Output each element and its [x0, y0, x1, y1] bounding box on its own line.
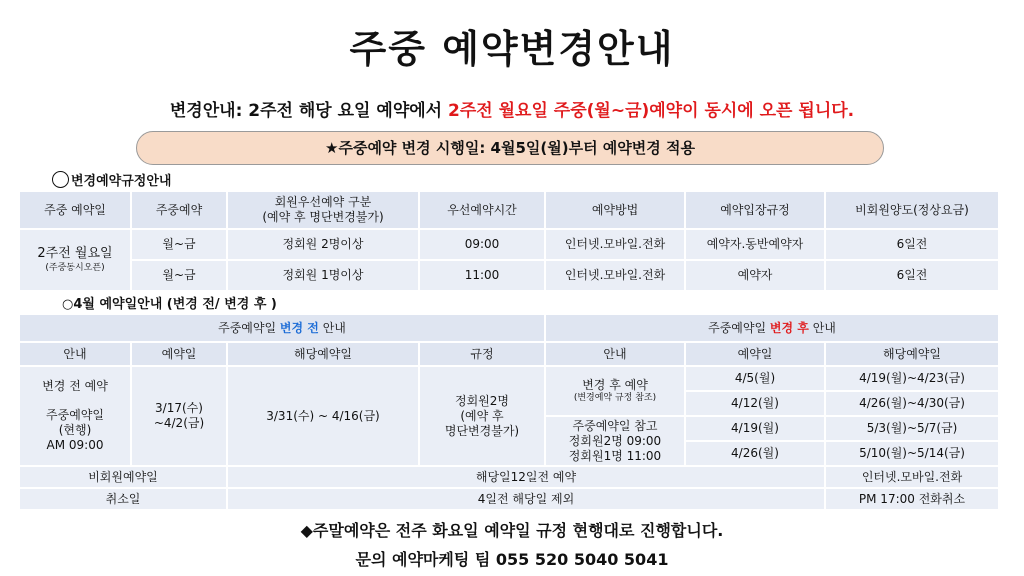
before-guide-line: (현행) — [58, 423, 92, 437]
notice-prefix: 변경안내: 2주전 해당 요일 예약에서 — [169, 101, 449, 121]
header-weekday-date: 주중 예약일 — [19, 191, 131, 229]
april-section-heading: ○4월 예약일안내 (변경 전/ 변경 후 ) — [62, 297, 277, 312]
header-target-date: 해당예약일 — [227, 342, 419, 366]
before-target-cell: 3/31(수) ~ 4/16(금) — [227, 366, 419, 466]
booking-day-cell — [19, 229, 131, 291]
after-title-highlight: 변경 후 — [769, 320, 809, 335]
row-time: 11:00 — [419, 260, 545, 291]
before-date-line: 3/17(수) — [155, 401, 203, 415]
row-transfer: 6일전 — [825, 229, 999, 260]
effective-date-banner: ★주중예약 변경 시행일: 4월5일(월)부터 예약변경 적용 — [136, 131, 884, 165]
after-title-prefix: 주중예약일 — [708, 320, 770, 335]
before-dates-cell — [131, 366, 227, 466]
before-guide-title: 변경 전 예약 — [42, 379, 108, 393]
nonmember-label: 비회원예약일 — [19, 466, 227, 488]
header-member-priority-label: 회원우선예약 구분 — [274, 195, 372, 209]
after-guide-ref-cell — [545, 416, 685, 466]
after-guide-title: 변경 후 예약 — [582, 377, 648, 392]
table-row — [19, 229, 999, 260]
before-change-title — [19, 314, 545, 342]
after-date: 4/12(월) — [685, 391, 825, 416]
after-target: 4/19(월)~4/23(금) — [825, 366, 999, 391]
rules-heading-text: 변경예약규정안내 — [71, 174, 172, 189]
table-row — [19, 366, 999, 391]
header-guide: 안내 — [19, 342, 131, 366]
after-guide-cell — [545, 366, 685, 416]
cancel-label: 취소일 — [19, 488, 227, 510]
after-date: 4/5(월) — [685, 366, 825, 391]
row-member: 정회원 2명이상 — [227, 229, 419, 260]
row-entry: 예약자.동반예약자 — [685, 229, 825, 260]
rule-cell — [419, 366, 545, 466]
header-transfer: 비회원양도(정상요금) — [825, 191, 999, 229]
row-member: 정회원 1명이상 — [227, 260, 419, 291]
header-weekday-booking: 주중예약 — [131, 191, 227, 229]
row-days: 월~금 — [131, 229, 227, 260]
table-row — [19, 488, 999, 510]
before-title-highlight: 변경 전 — [279, 320, 319, 335]
row-days: 월~금 — [131, 260, 227, 291]
header-priority-time: 우선예약시간 — [419, 191, 545, 229]
weekend-notice: ◆주말예약은 전주 화요일 예약일 규정 현행대로 진행합니다. — [300, 521, 724, 540]
row-method: 인터넷.모바일.전화 — [545, 229, 685, 260]
page-title: 주중 예약변경안내 — [349, 27, 675, 71]
before-title-suffix: 안내 — [318, 320, 346, 335]
header-booking-date: 예약일 — [131, 342, 227, 366]
change-notice — [0, 96, 1024, 121]
header-method: 예약방법 — [545, 191, 685, 229]
nonmember-method: 인터넷.모바일.전화 — [825, 466, 999, 488]
rule-line: 정회원2명 — [454, 393, 509, 408]
after-guide-ref-line: 정회원2명 09:00 — [568, 433, 662, 448]
row-method: 인터넷.모바일.전화 — [545, 260, 685, 291]
header-target-date: 해당예약일 — [825, 342, 999, 366]
notice-highlight: 2주전 월요일 주중(월~금)예약이 동시에 오픈 됩니다. — [448, 101, 855, 121]
after-guide-ref-line: 주중예약일 참고 — [572, 418, 658, 433]
april-schedule-table — [18, 313, 1000, 511]
row-transfer: 6일전 — [825, 260, 999, 291]
before-date-line: ~4/2(금) — [153, 416, 205, 430]
header-booking-date: 예약일 — [685, 342, 825, 366]
booking-day-label: 2주전 월요일 — [37, 246, 113, 262]
header-member-priority — [227, 191, 419, 229]
after-change-title — [545, 314, 999, 342]
after-guide-sub: (변경예약 규정 참조) — [573, 392, 657, 403]
table-row — [19, 260, 999, 291]
before-guide-line: AM 09:00 — [46, 438, 104, 452]
rule-line: (예약 후 — [460, 408, 504, 423]
rule-line: 명단변경불가) — [444, 423, 520, 438]
after-date: 4/26(월) — [685, 441, 825, 466]
contact-info: 문의 예약마케팅 팀 055 520 5040 5041 — [355, 550, 669, 569]
after-title-suffix: 안내 — [808, 320, 836, 335]
cancel-value: 4일전 해당일 제외 — [227, 488, 825, 510]
rules-table — [18, 190, 1000, 292]
row-entry: 예약자 — [685, 260, 825, 291]
before-title-prefix: 주중예약일 — [218, 320, 280, 335]
rules-section-heading — [52, 170, 171, 189]
circle-icon — [52, 171, 69, 188]
booking-day-sub: (주중동시오픈) — [45, 262, 105, 273]
row-time: 09:00 — [419, 229, 545, 260]
after-target: 4/26(월)~4/30(금) — [825, 391, 999, 416]
before-guide-line: 주중예약일 — [46, 408, 104, 422]
header-entry-rule: 예약입장규정 — [685, 191, 825, 229]
after-date: 4/19(월) — [685, 416, 825, 441]
before-guide-cell — [19, 366, 131, 466]
header-guide: 안내 — [545, 342, 685, 366]
cancel-method: PM 17:00 전화취소 — [825, 488, 999, 510]
after-target: 5/3(월)~5/7(금) — [825, 416, 999, 441]
nonmember-value: 해당일12일전 예약 — [227, 466, 825, 488]
header-rule: 규정 — [419, 342, 545, 366]
table-row — [19, 466, 999, 488]
after-target: 5/10(월)~5/14(금) — [825, 441, 999, 466]
header-member-priority-note: (예약 후 명단변경불가) — [262, 210, 384, 224]
after-guide-ref-line: 정회원1명 11:00 — [568, 448, 662, 463]
